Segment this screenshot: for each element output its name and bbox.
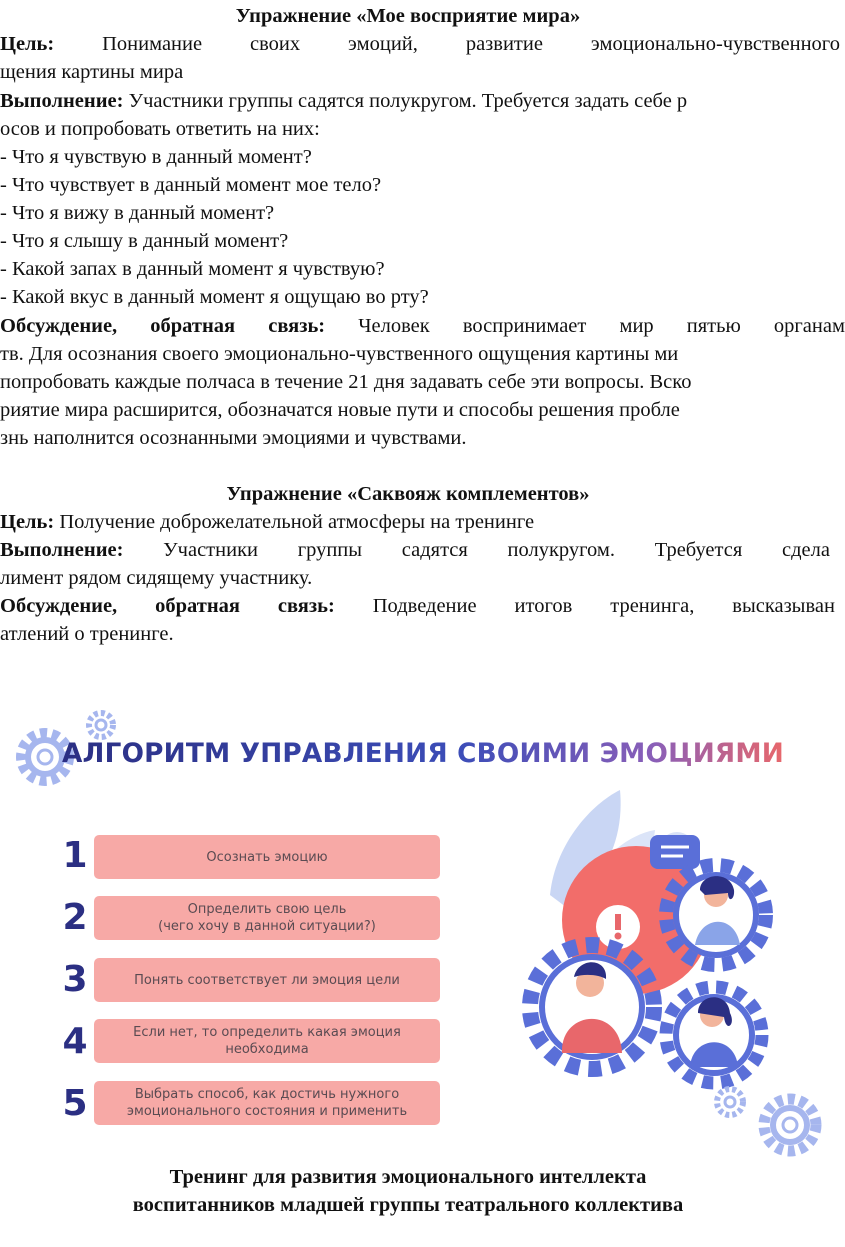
discussion-label: Обсуждение, (0, 595, 118, 617)
goal-word: эмоционально-чувственного (590, 33, 840, 55)
discussion-label: обратная (150, 315, 236, 337)
discussion-word: мир (619, 315, 654, 337)
goal-continuation: щения картины мира (0, 61, 184, 83)
goal-label: Цель: (0, 511, 55, 533)
step-box: Выбрать способ, как достичь нужного эмоционального состояния и применить (94, 1081, 440, 1125)
question-item: - Какой запах в данный момент я чувствую? (0, 258, 385, 280)
goal-word: своих (250, 33, 301, 55)
goal-word: эмоций, (348, 33, 418, 55)
discussion-word: воспринимает (462, 315, 587, 337)
discussion-text: тв. Для осознания своего эмоционально-чувственного ощущения картины ми (0, 343, 679, 365)
footer-line1: Тренинг для развития эмоционального интеллекта (169, 1166, 647, 1188)
discussion-text: попробовать каждые полчаса в течение 21 дня задавать себе эти вопросы. Вско (0, 371, 692, 393)
exercise1-goal-line (0, 30, 840, 58)
step-box: Определить свою цель (чего хочу в данной ситуации?) (94, 896, 440, 940)
discussion-label: Обсуждение, (0, 315, 118, 337)
step-box: Осознать эмоцию (94, 835, 440, 879)
discussion-text: знь наполнится осознанными эмоциями и чувствами. (0, 427, 467, 449)
step-box: Если нет, то определить какая эмоция необходима (94, 1019, 440, 1063)
exercise2-execution-line (0, 536, 830, 564)
discussion-word: тренинга, (610, 595, 695, 617)
execution-word: садятся (401, 539, 468, 561)
discussion-label: связь: (268, 315, 326, 337)
goal-word: развитие (465, 33, 543, 55)
exercise2-discussion-line (0, 592, 835, 620)
discussion-word: Человек (358, 315, 430, 337)
question-item: - Какой вкус в данный момент я ощущаю во рту? (0, 286, 429, 308)
execution-word: Участники (163, 539, 258, 561)
discussion-word: Подведение (372, 595, 477, 617)
discussion-continuation: атлений о тренинге. (0, 623, 174, 645)
discussion-word: итогов (514, 595, 573, 617)
footer-line2: воспитанников младшей группы театрального коллектива (132, 1194, 684, 1216)
discussion-label: связь: (277, 595, 335, 617)
execution-word: полукругом. (507, 539, 615, 561)
execution-continuation: осов и попробовать ответить на них: (0, 118, 320, 140)
people-gears-illustration (530, 790, 816, 1151)
execution-label: Выполнение: (0, 539, 124, 561)
discussion-text: риятие мира расширится, обозначатся новые пути и способы решения пробле (0, 399, 680, 421)
goal-label: Цель: (0, 33, 55, 55)
exercise2-goal-line (0, 508, 534, 536)
question-item: - Что я слышу в данный момент? (0, 230, 289, 252)
execution-line (0, 87, 687, 115)
execution-label: Выполнение: (0, 90, 124, 112)
step-number: 3 (62, 959, 88, 1000)
step-box: Понять соответствует ли эмоция цели (94, 958, 440, 1002)
discussion-label: обратная (155, 595, 240, 617)
step-number: 5 (62, 1083, 88, 1124)
execution-continuation: лимент рядом сидящему участнику. (0, 567, 313, 589)
execution-word: сдела (781, 539, 830, 561)
emotion-algorithm-infographic (0, 695, 816, 1155)
question-item: - Что я чувствую в данный момент? (0, 146, 312, 168)
step-number: 4 (62, 1021, 88, 1062)
goal-word: Понимание (102, 33, 203, 55)
discussion-word: пятью (686, 315, 741, 337)
exercise1-title: Упражнение «Мое восприятие мира» (235, 5, 581, 27)
question-item: - Что чувствует в данный момент мое тело? (0, 174, 382, 196)
step-number: 2 (62, 897, 88, 938)
discussion-word: высказыван (732, 595, 835, 617)
discussion-word: органам (773, 315, 845, 337)
question-item: - Что я вижу в данный момент? (0, 202, 275, 224)
infographic-title (62, 735, 802, 769)
goal-text: Получение доброжелательной атмосферы на тренинге (59, 511, 535, 533)
infographic-title-svg (62, 735, 802, 769)
exercise2-title: Упражнение «Саквояж комплементов» (226, 483, 590, 505)
execution-word: группы (297, 539, 363, 561)
execution-text: Участники группы садятся полукругом. Требуется задать себе р (128, 90, 688, 112)
gear-icon (89, 713, 113, 737)
infographic-title-text: АЛГОРИТМ УПРАВЛЕНИЯ СВОИМИ ЭМОЦИЯМИ (62, 738, 784, 769)
execution-word: Требуется (654, 539, 743, 561)
discussion-line (0, 312, 845, 340)
step-number: 1 (62, 835, 88, 876)
